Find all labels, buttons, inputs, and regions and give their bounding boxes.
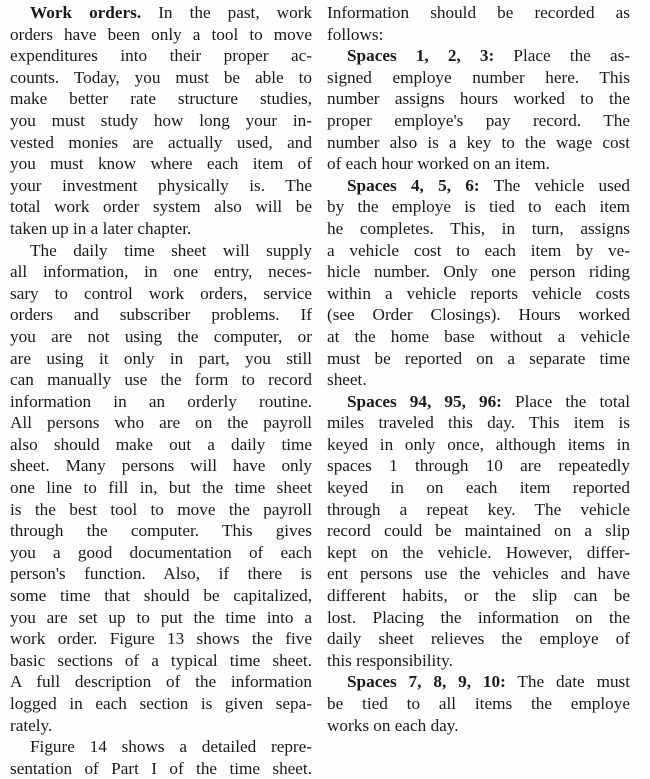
line-text: sheet. Many persons will have only bbox=[10, 456, 312, 476]
paragraph-heading: Spaces 94, 95, 96: bbox=[347, 391, 502, 411]
text-line bbox=[327, 434, 630, 456]
text-line bbox=[327, 24, 630, 46]
text-line bbox=[327, 348, 630, 370]
line-text: All persons who are on the payroll bbox=[10, 413, 312, 433]
line-text: you a good documentation of each bbox=[10, 542, 312, 562]
text-line bbox=[10, 67, 312, 89]
line-text: different habits, or the slip can be bbox=[327, 586, 630, 606]
line-text: is the best tool to move the payroll bbox=[10, 499, 312, 519]
line-text: number also is a key to the wage cost bbox=[327, 132, 631, 152]
text-line bbox=[10, 88, 312, 110]
line-text: by the employe is tied to each item bbox=[327, 197, 631, 217]
line-text: The date must bbox=[505, 672, 631, 692]
line-text: miles traveled this day. This item is bbox=[327, 413, 630, 433]
text-line bbox=[10, 391, 312, 413]
text-line bbox=[327, 326, 630, 348]
paragraph-heading: Work orders. bbox=[30, 3, 142, 22]
line-text: taken up in a later chapter. bbox=[10, 218, 192, 238]
line-text: The vehicle used bbox=[479, 175, 630, 195]
text-line bbox=[327, 671, 630, 693]
text-line bbox=[10, 563, 312, 585]
text-line bbox=[327, 693, 630, 715]
line-text: this responsibility. bbox=[327, 650, 453, 670]
line-text: Information should be recorded as bbox=[327, 3, 630, 22]
line-text: ent persons use the vehicles and have bbox=[327, 564, 630, 584]
line-text: Place the total bbox=[501, 391, 631, 411]
text-line bbox=[327, 196, 630, 218]
line-text: orders and subscriber problems. If bbox=[10, 305, 312, 325]
text-line bbox=[327, 499, 630, 521]
line-text: lost. Placing the information on the bbox=[327, 607, 630, 627]
line-text: through the computer. This gives bbox=[10, 521, 312, 541]
text-line bbox=[10, 175, 312, 197]
text-line bbox=[327, 304, 630, 326]
line-text: be tied to all items the employe bbox=[327, 694, 630, 713]
text-line bbox=[327, 67, 630, 89]
line-text: sheet. bbox=[327, 370, 367, 390]
text-line bbox=[327, 628, 630, 650]
line-text: spaces 1 through 10 are repeatedly bbox=[327, 456, 630, 476]
text-line bbox=[10, 45, 312, 67]
text-line bbox=[10, 628, 312, 650]
paragraph-heading: Spaces 1, 2, 3: bbox=[347, 46, 495, 66]
text-line bbox=[10, 758, 312, 779]
text-line bbox=[327, 132, 630, 154]
text-line bbox=[327, 585, 630, 607]
paragraph-heading: Spaces 4, 5, 6: bbox=[347, 175, 480, 195]
line-text: at the home base without a vehicle bbox=[327, 326, 631, 346]
text-line bbox=[10, 499, 312, 521]
line-text: proper employe's pay record. The bbox=[327, 110, 630, 130]
line-text: a vehicle cost to each item by ve- bbox=[327, 240, 630, 260]
line-text: works on each day. bbox=[327, 715, 459, 735]
line-text: he completes. This, in turn, assigns bbox=[327, 218, 630, 238]
line-text: signed employe number here. This bbox=[327, 67, 630, 87]
text-line bbox=[10, 607, 312, 629]
line-text: you must know where each item of bbox=[10, 154, 312, 174]
paragraph-heading: Spaces 7, 8, 9, 10: bbox=[347, 672, 506, 692]
text-line bbox=[10, 369, 312, 391]
line-text: The daily time sheet will supply bbox=[30, 240, 312, 260]
line-text: keyed in only once, although items in bbox=[327, 434, 631, 454]
line-text: some time that should be capitalized, bbox=[10, 586, 312, 606]
text-line bbox=[327, 607, 630, 629]
text-line bbox=[10, 715, 312, 737]
line-text: sentation of Part I of the time sheet. bbox=[10, 758, 312, 778]
line-text: number assigns hours worked to the bbox=[327, 89, 631, 109]
text-line bbox=[10, 24, 312, 46]
text-line bbox=[10, 153, 312, 175]
line-text: all information, in one entry, neces- bbox=[10, 262, 312, 282]
line-text: your investment physically is. The bbox=[10, 175, 312, 195]
line-text: logged in each section is given sepa- bbox=[10, 694, 312, 713]
text-line bbox=[10, 671, 312, 693]
text-line bbox=[327, 650, 630, 672]
line-text: also should make out a daily time bbox=[10, 434, 313, 454]
line-text: In the past, work bbox=[141, 3, 313, 22]
right-column bbox=[327, 2, 630, 736]
text-line bbox=[10, 132, 312, 154]
left-column bbox=[10, 2, 312, 779]
text-line bbox=[327, 455, 630, 477]
line-text: follows: bbox=[327, 24, 384, 44]
line-text: keyed in on each item reported bbox=[327, 478, 630, 498]
text-line bbox=[327, 715, 630, 737]
line-text: of each hour worked on an item. bbox=[327, 154, 550, 174]
text-line bbox=[10, 283, 312, 305]
text-line bbox=[10, 455, 312, 477]
line-text: rately. bbox=[10, 715, 53, 735]
line-text: information in an orderly routine. bbox=[10, 391, 312, 411]
line-text: Place the as- bbox=[494, 46, 630, 66]
line-text: one line to fill in, but the time sheet bbox=[10, 478, 312, 498]
line-text: are using it only in part, you still bbox=[10, 348, 312, 368]
text-line bbox=[10, 326, 312, 348]
text-line bbox=[10, 304, 312, 326]
line-text: sary to control work orders, service bbox=[10, 283, 313, 303]
text-line bbox=[10, 542, 312, 564]
text-line bbox=[10, 434, 312, 456]
text-line bbox=[327, 2, 630, 24]
text-line bbox=[327, 175, 630, 197]
text-line bbox=[10, 736, 312, 758]
text-line bbox=[327, 542, 630, 564]
line-text: basic sections of a typical time sheet. bbox=[10, 650, 312, 670]
text-line bbox=[10, 520, 312, 542]
text-line bbox=[10, 348, 312, 370]
text-line bbox=[10, 693, 312, 715]
line-text: must be reported on a separate time bbox=[327, 348, 630, 368]
line-text: kept on the vehicle. However, differ- bbox=[327, 542, 630, 562]
text-line bbox=[327, 45, 630, 67]
text-line bbox=[327, 261, 630, 283]
text-line bbox=[10, 261, 312, 283]
text-line bbox=[327, 240, 630, 262]
line-text: you must study how long your in- bbox=[10, 110, 312, 130]
text-line bbox=[327, 391, 630, 413]
line-text: within a vehicle reports vehicle costs bbox=[327, 283, 630, 303]
text-line bbox=[327, 477, 630, 499]
text-line bbox=[327, 283, 630, 305]
line-text: you are not using the computer, or bbox=[10, 326, 313, 346]
line-text: total work order system also will be bbox=[10, 197, 312, 217]
text-line bbox=[327, 218, 630, 240]
text-line bbox=[10, 218, 312, 240]
line-text: Figure 14 shows a detailed repre- bbox=[30, 737, 312, 757]
line-text: daily sheet relieves the employe of bbox=[327, 629, 630, 649]
line-text: make better rate structure studies, bbox=[10, 89, 312, 109]
line-text: can manually use the form to record bbox=[10, 370, 312, 390]
line-text: (see Order Closings). Hours worked bbox=[327, 305, 630, 325]
text-line bbox=[10, 585, 312, 607]
text-line bbox=[327, 563, 630, 585]
text-line bbox=[10, 412, 312, 434]
line-text: hicle number. Only one person riding bbox=[327, 262, 631, 282]
line-text: person's function. Also, if there is bbox=[10, 564, 312, 584]
text-line bbox=[10, 477, 312, 499]
line-text: work order. Figure 13 shows the five bbox=[10, 629, 313, 649]
text-line bbox=[327, 88, 630, 110]
text-line bbox=[10, 240, 312, 262]
line-text: you are set up to put the time into a bbox=[10, 607, 312, 627]
text-line bbox=[10, 650, 312, 672]
text-line bbox=[327, 369, 630, 391]
line-text: orders have been only a tool to move bbox=[10, 24, 312, 44]
text-line bbox=[327, 153, 630, 175]
line-text: vested monies are actually used, and bbox=[10, 132, 312, 152]
text-line bbox=[327, 412, 630, 434]
line-text: expenditures into their proper ac- bbox=[10, 46, 312, 66]
line-text: counts. Today, you must be able to bbox=[10, 67, 312, 87]
line-text: A full description of the information bbox=[10, 672, 312, 692]
line-text: record could be maintained on a slip bbox=[327, 521, 631, 541]
text-line bbox=[10, 2, 312, 24]
line-text: through a repeat key. The vehicle bbox=[327, 499, 630, 519]
text-line bbox=[327, 520, 630, 542]
text-line bbox=[10, 196, 312, 218]
text-line bbox=[10, 110, 312, 132]
text-line bbox=[327, 110, 630, 132]
